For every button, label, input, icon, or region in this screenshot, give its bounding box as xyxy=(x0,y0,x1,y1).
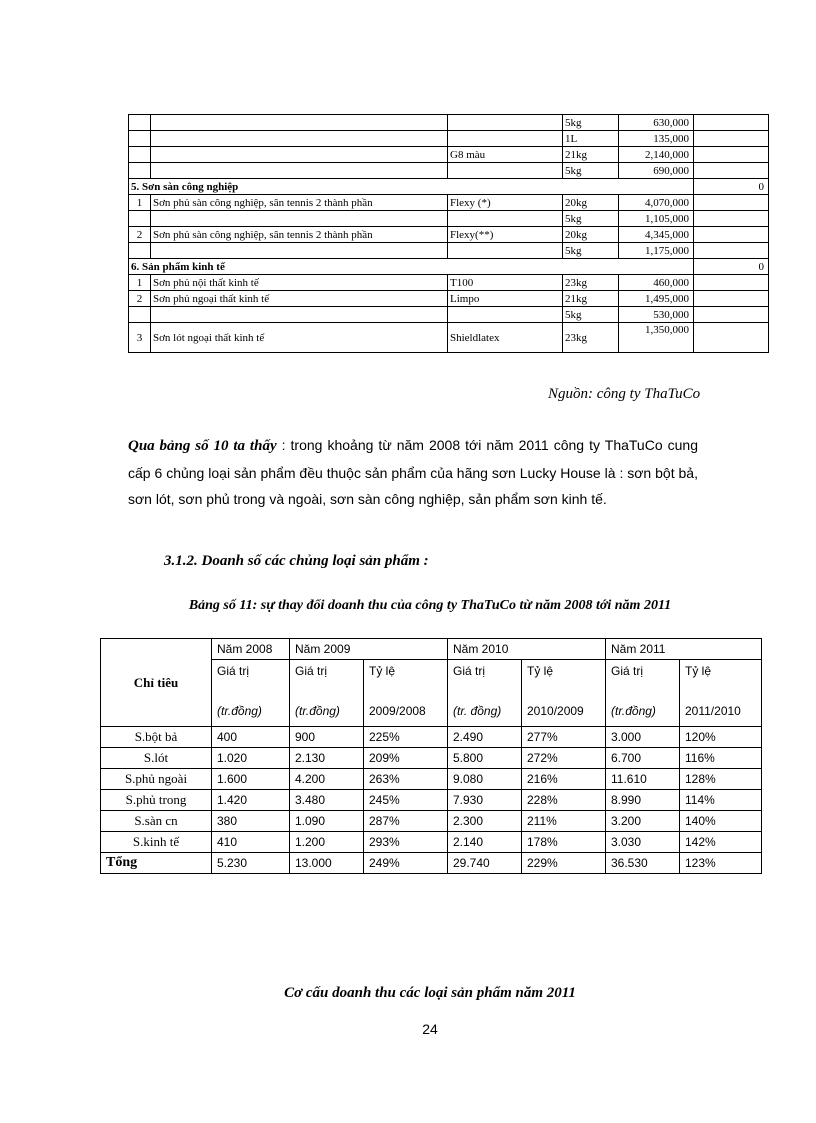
product-row xyxy=(129,211,769,227)
row-index: 1 xyxy=(129,195,151,211)
ratio-header-2011 xyxy=(680,660,762,727)
table-cell: 216% xyxy=(522,769,606,790)
table-cell: 410 xyxy=(212,832,290,853)
ratio-period: 2010/2009 xyxy=(527,704,584,718)
table-cell: 13.000 xyxy=(290,853,364,874)
page-number: 24 xyxy=(422,1021,438,1037)
unit-label: (tr. đồng) xyxy=(453,704,502,718)
row-label: S.lót xyxy=(101,748,212,769)
product-row xyxy=(129,323,769,353)
value-label: Giá trị xyxy=(295,664,328,678)
row-index xyxy=(129,307,151,323)
product-unit: 5kg xyxy=(563,115,619,131)
table-cell xyxy=(694,131,769,147)
product-brand: G8 màu xyxy=(448,147,563,163)
table-cell: 228% xyxy=(522,790,606,811)
table-cell xyxy=(694,227,769,243)
table-cell: 36.530 xyxy=(606,853,680,874)
product-price: 460,000 xyxy=(619,275,694,291)
product-price: 630,000 xyxy=(619,115,694,131)
table-cell: 400 xyxy=(212,727,290,748)
row-index xyxy=(129,147,151,163)
product-row xyxy=(129,307,769,323)
paragraph-lead: Qua bảng số 10 ta thấy xyxy=(128,438,277,454)
row-index xyxy=(129,131,151,147)
product-price: 4,070,000 xyxy=(619,195,694,211)
ratio-label: Tỷ lệ xyxy=(685,664,712,678)
product-row xyxy=(129,115,769,131)
table-cell: 272% xyxy=(522,748,606,769)
table-cell: 1.090 xyxy=(290,811,364,832)
product-brand: T100 xyxy=(448,275,563,291)
product-brand: Shieldlatex xyxy=(448,323,563,353)
row-label: S.sàn cn xyxy=(101,811,212,832)
product-unit: 20kg xyxy=(563,195,619,211)
table-cell xyxy=(694,275,769,291)
table-cell xyxy=(694,147,769,163)
table-cell: 1.600 xyxy=(212,769,290,790)
product-price: 4,345,000 xyxy=(619,227,694,243)
product-row xyxy=(129,275,769,291)
row-label: S.phủ trong xyxy=(101,790,212,811)
table-cell: 249% xyxy=(364,853,448,874)
value-label: Giá trị xyxy=(217,664,250,678)
product-price: 1,350,000 xyxy=(619,323,694,353)
product-unit: 21kg xyxy=(563,291,619,307)
revenue-row xyxy=(101,811,762,832)
product-row xyxy=(129,131,769,147)
table-cell: 11.610 xyxy=(606,769,680,790)
product-unit: 20kg xyxy=(563,227,619,243)
year-header: Năm 2008 xyxy=(212,639,290,660)
row-index xyxy=(129,211,151,227)
table-cell: 2.130 xyxy=(290,748,364,769)
table-cell xyxy=(694,211,769,227)
value-header-2011 xyxy=(606,660,680,727)
section-title: 5. Sơn sàn công nghiệp xyxy=(129,179,694,195)
unit-label: (tr.đồng) xyxy=(217,704,262,718)
revenue-row xyxy=(101,790,762,811)
product-name: Sơn lót ngoại thất kinh tế xyxy=(151,323,448,353)
table-cell: 128% xyxy=(680,769,762,790)
product-name xyxy=(151,115,448,131)
year-header: Năm 2009 xyxy=(290,639,448,660)
product-brand xyxy=(448,307,563,323)
table-cell xyxy=(694,115,769,131)
revenue-header-row-years xyxy=(101,639,762,660)
table-cell: 3.480 xyxy=(290,790,364,811)
row-index xyxy=(129,115,151,131)
table-cell xyxy=(694,243,769,259)
table-cell xyxy=(694,307,769,323)
table-cell: 123% xyxy=(680,853,762,874)
table-cell: 1.200 xyxy=(290,832,364,853)
product-name: Sơn phủ sàn công nghiệp, sân tennis 2 thành phần xyxy=(151,195,448,211)
revenue-row xyxy=(101,832,762,853)
product-row xyxy=(129,243,769,259)
product-row xyxy=(129,147,769,163)
product-brand xyxy=(448,131,563,147)
table-cell: 263% xyxy=(364,769,448,790)
product-row xyxy=(129,195,769,211)
product-name: Sơn phủ sàn công nghiệp, sân tennis 2 thành phần xyxy=(151,227,448,243)
table-cell: 140% xyxy=(680,811,762,832)
row-index xyxy=(129,243,151,259)
table-cell: 277% xyxy=(522,727,606,748)
paragraph-body: : trong khoảng từ năm 2008 tới năm 2011 công ty ThaTuCo cung cấp 6 chủng loại sản phẩm đều thuộc sản phẩm của hãng sơn Lucky House là : sơn bột bả, sơn lót, sơn phủ trong và ngoài, sơn sàn công nghiệp, sản phẩm sơn kinh tế. xyxy=(128,437,698,507)
table-cell: 211% xyxy=(522,811,606,832)
table-cell xyxy=(694,195,769,211)
product-unit: 1L xyxy=(563,131,619,147)
table-cell xyxy=(694,163,769,179)
table-cell: 0 xyxy=(694,259,769,275)
unit-label: (tr.đồng) xyxy=(611,704,656,718)
product-brand xyxy=(448,115,563,131)
table-cell: 2.140 xyxy=(448,832,522,853)
row-index: 3 xyxy=(129,323,151,353)
revenue-row xyxy=(101,769,762,790)
table-cell: 29.740 xyxy=(448,853,522,874)
product-name xyxy=(151,147,448,163)
product-price: 690,000 xyxy=(619,163,694,179)
row-index xyxy=(129,163,151,179)
product-unit: 5kg xyxy=(563,211,619,227)
table-cell: 229% xyxy=(522,853,606,874)
table-cell: 9.080 xyxy=(448,769,522,790)
product-price: 2,140,000 xyxy=(619,147,694,163)
row-label: S.phủ ngoài xyxy=(101,769,212,790)
product-brand: Flexy (*) xyxy=(448,195,563,211)
product-row xyxy=(129,163,769,179)
table-cell: 0 xyxy=(694,179,769,195)
year-header: Năm 2010 xyxy=(448,639,606,660)
ratio-period: 2009/2008 xyxy=(369,704,426,718)
table-cell: 287% xyxy=(364,811,448,832)
table-caption: Bảng số 11: sự thay đổi doanh thu của công ty ThaTuCo từ năm 2008 tới năm 2011 xyxy=(188,598,672,613)
table-cell: 3.200 xyxy=(606,811,680,832)
table-cell: 120% xyxy=(680,727,762,748)
table-cell: 178% xyxy=(522,832,606,853)
product-unit: 23kg xyxy=(563,275,619,291)
revenue-row xyxy=(101,727,762,748)
revenue-table xyxy=(100,638,762,874)
table-cell: 3.000 xyxy=(606,727,680,748)
year-header: Năm 2011 xyxy=(606,639,762,660)
table-cell: 8.990 xyxy=(606,790,680,811)
product-row xyxy=(129,291,769,307)
product-unit: 5kg xyxy=(563,163,619,179)
row-index: 2 xyxy=(129,227,151,243)
revenue-row xyxy=(101,748,762,769)
table-cell: 245% xyxy=(364,790,448,811)
table-cell: 1.020 xyxy=(212,748,290,769)
ratio-header-2009 xyxy=(364,660,448,727)
value-header-2008 xyxy=(212,660,290,727)
table-cell xyxy=(694,323,769,353)
row-index: 2 xyxy=(129,291,151,307)
table-cell: 293% xyxy=(364,832,448,853)
product-section-row xyxy=(129,259,769,275)
product-section-row xyxy=(129,179,769,195)
criteria-header: Chỉ tiêu xyxy=(101,639,212,727)
product-price: 1,495,000 xyxy=(619,291,694,307)
table-cell: 6.700 xyxy=(606,748,680,769)
product-name xyxy=(151,211,448,227)
table-cell: 1.420 xyxy=(212,790,290,811)
product-brand xyxy=(448,211,563,227)
product-unit: 21kg xyxy=(563,147,619,163)
table-cell: 2.300 xyxy=(448,811,522,832)
revenue-total-row xyxy=(101,853,762,874)
table-cell: 3.030 xyxy=(606,832,680,853)
product-brand: Limpo xyxy=(448,291,563,307)
product-brand xyxy=(448,163,563,179)
product-brand xyxy=(448,243,563,259)
table-cell: 380 xyxy=(212,811,290,832)
section-title: 6. Sản phẩm kinh tế xyxy=(129,259,694,275)
product-price: 1,175,000 xyxy=(619,243,694,259)
product-unit: 5kg xyxy=(563,307,619,323)
value-label: Giá trị xyxy=(453,664,486,678)
row-label: S.bột bả xyxy=(101,727,212,748)
table-cell: 142% xyxy=(680,832,762,853)
table-source: Nguồn: công ty ThaTuCo xyxy=(548,386,701,402)
product-price: 1,105,000 xyxy=(619,211,694,227)
product-price: 135,000 xyxy=(619,131,694,147)
table-cell: 5.230 xyxy=(212,853,290,874)
ratio-label: Tỷ lệ xyxy=(527,664,554,678)
body-paragraph xyxy=(128,432,698,513)
table-cell: 225% xyxy=(364,727,448,748)
unit-label: (tr.đồng) xyxy=(295,704,340,718)
product-name: Sơn phủ ngoại thất kinh tế xyxy=(151,291,448,307)
section-heading: 3.1.2. Doanh số các chủng loại sản phẩm : xyxy=(164,553,429,569)
total-label: Tổng xyxy=(101,853,212,874)
value-header-2010 xyxy=(448,660,522,727)
product-name xyxy=(151,131,448,147)
table-cell: 4.200 xyxy=(290,769,364,790)
product-name: Sơn phủ nội thất kinh tế xyxy=(151,275,448,291)
row-label: S.kinh tế xyxy=(101,832,212,853)
ratio-header-2010 xyxy=(522,660,606,727)
table-cell: 116% xyxy=(680,748,762,769)
table-cell: 2.490 xyxy=(448,727,522,748)
chart-title: Cơ cấu doanh thu các loại sản phẩm năm 2011 xyxy=(284,985,576,1001)
table-cell: 114% xyxy=(680,790,762,811)
table-cell xyxy=(694,291,769,307)
product-brand: Flexy(**) xyxy=(448,227,563,243)
product-name xyxy=(151,163,448,179)
ratio-label: Tỷ lệ xyxy=(369,664,396,678)
table-cell: 7.930 xyxy=(448,790,522,811)
row-index: 1 xyxy=(129,275,151,291)
product-name xyxy=(151,243,448,259)
value-header-2009 xyxy=(290,660,364,727)
table-cell: 209% xyxy=(364,748,448,769)
product-price: 530,000 xyxy=(619,307,694,323)
product-unit: 23kg xyxy=(563,323,619,353)
ratio-period: 2011/2010 xyxy=(685,704,741,718)
product-row xyxy=(129,227,769,243)
product-price-table xyxy=(128,114,769,353)
table-cell: 900 xyxy=(290,727,364,748)
product-unit: 5kg xyxy=(563,243,619,259)
value-label: Giá trị xyxy=(611,664,644,678)
product-name xyxy=(151,307,448,323)
table-cell: 5.800 xyxy=(448,748,522,769)
